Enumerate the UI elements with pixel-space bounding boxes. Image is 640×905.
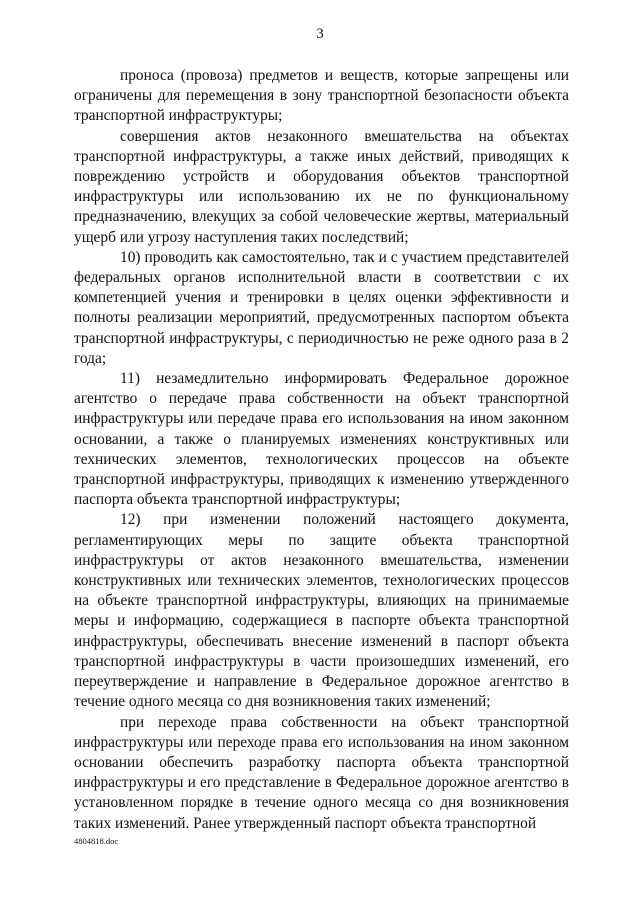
paragraph: 11) незамедлительно информировать Федеральное дорожное агентство о передаче права собственности на объект транспортной инфраструктуры или передаче права его использования на ином законном основании, а также о планируемых изменениях конструктивных или технических элементов, технологических процессов на объекте транспортной инфраструктуры, приводящих к изменению утвержденного паспорта объекта транспортной инфраструктуры; [74,370,569,509]
page-number: 3 [316,26,324,42]
paragraph: проноса (провоза) предметов и веществ, которые запрещены или ограничены для перемещения в зону транспортной безопасности объекта транспортной инфраструктуры; [74,67,569,125]
paragraph: при переходе права собственности на объект транспортной инфраструктуры или переходе права его использования на ином законном основании обеспечить разработку паспорта объекта транспортной инфраструктуры и его представление в Федеральное дорожное агентство в установленном порядке в течение одного месяца со дня возникновения таких изменений. Ранее утвержденный паспорт объекта транспортной [74,713,569,832]
document-body [74,66,569,834]
paragraph: 10) проводить как самостоятельно, так и с участием представителей федеральных органов исполнительной власти в соответствии с их компетенцией учения и тренировки в целях оценки эффективности и полноты реализации мероприятий, предусмотренных паспортом объекта транспортной инфраструктуры, с периодичностью не реже одного раза в 2 года; [74,248,569,367]
paragraph: совершения актов незаконного вмешательства на объектах транспортной инфраструктуры, а также иных действий, приводящих к повреждению устройств и оборудования объектов транспортной инфраструктуры или использованию их не по функциональному предназначению, влекущих за собой человеческие жертвы, материальный ущерб или угрозу наступления таких последствий; [74,127,569,246]
paragraph: 12) при изменении положений настоящего документа, регламентирующих меры по защите объекта транспортной инфраструктуры от актов незаконного вмешательства, изменении конструктивных или технических элементов, технологических процессов на объекте транспортной инфраструктуры, влияющих на принимаемые меры и информацию, содержащиеся в паспорте объекта транспортной инфраструктуры, обеспечивать внесение изменений в паспорт объекта транспортной инфраструктуры в части произошедших изменений, его переутверждение и направление в Федеральное дорожное агентство в течение одного месяца со дня возникновения таких изменений; [74,511,569,711]
footer-filename: 4804818.doc [74,836,119,846]
